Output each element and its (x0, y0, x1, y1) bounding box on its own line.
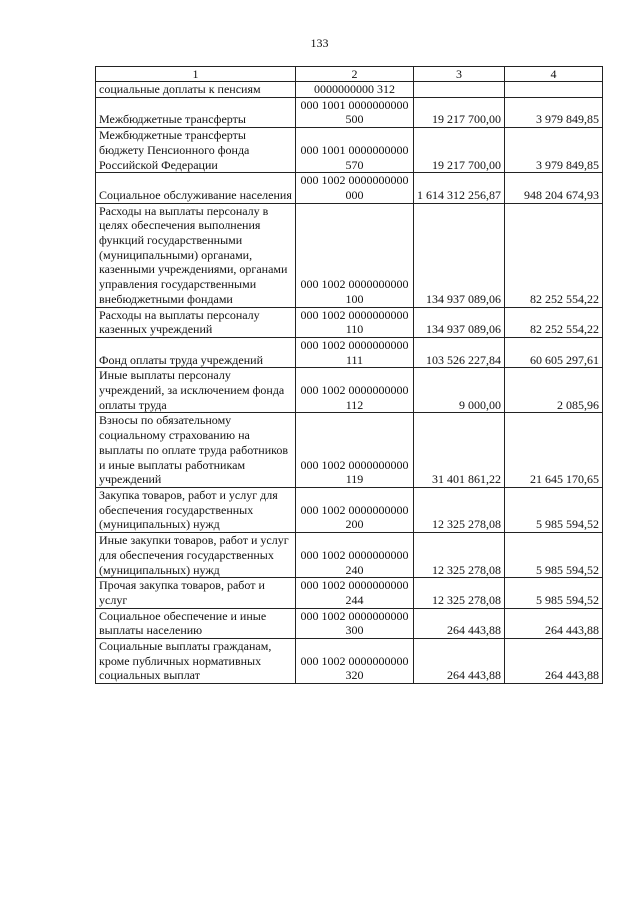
row-name: Иные выплаты персоналу учреждений, за исключением фонда оплаты труда (96, 368, 296, 413)
row-code: 000 1001 0000000000 570 (296, 128, 414, 173)
row-col4: 5 985 594,52 (505, 487, 603, 532)
row-code: 000 1002 0000000000 300 (296, 608, 414, 638)
row-code: 000 1001 0000000000 500 (296, 97, 414, 127)
table-row (96, 128, 603, 173)
row-col4: 5 985 594,52 (505, 578, 603, 608)
table-header-row (96, 67, 603, 82)
row-col3: 103 526 227,84 (414, 337, 505, 367)
table-row (96, 413, 603, 488)
row-col3: 19 217 700,00 (414, 97, 505, 127)
row-code: 000 1002 0000000000 112 (296, 368, 414, 413)
row-code: 000 1002 0000000000 200 (296, 487, 414, 532)
header-col-1: 1 (96, 67, 296, 82)
row-code: 000 1002 0000000000 100 (296, 203, 414, 307)
row-name: Фонд оплаты труда учреждений (96, 337, 296, 367)
row-col3 (414, 82, 505, 98)
header-col-2: 2 (296, 67, 414, 82)
row-col4: 3 979 849,85 (505, 128, 603, 173)
row-col4: 21 645 170,65 (505, 413, 603, 488)
row-name: Иные закупки товаров, работ и услуг для обеспечения государственных (муниципальных) нужд (96, 533, 296, 578)
row-col4: 82 252 554,22 (505, 307, 603, 337)
row-col4: 82 252 554,22 (505, 203, 603, 307)
row-col3: 12 325 278,08 (414, 533, 505, 578)
budget-table (95, 66, 603, 684)
row-code: 0000000000 312 (296, 82, 414, 98)
row-col4: 948 204 674,93 (505, 173, 603, 203)
table-row (96, 82, 603, 98)
row-col3: 1 614 312 256,87 (414, 173, 505, 203)
row-code: 000 1002 0000000000 000 (296, 173, 414, 203)
row-col4: 2 085,96 (505, 368, 603, 413)
table-row (96, 639, 603, 684)
row-name (96, 82, 296, 98)
row-col3: 264 443,88 (414, 639, 505, 684)
header-col-4: 4 (505, 67, 603, 82)
table-row (96, 307, 603, 337)
header-col-3: 3 (414, 67, 505, 82)
row-code: 000 1002 0000000000 244 (296, 578, 414, 608)
row-code: 000 1002 0000000000 111 (296, 337, 414, 367)
row-code: 000 1002 0000000000 110 (296, 307, 414, 337)
row-col3: 134 937 089,06 (414, 203, 505, 307)
row-col4: 264 443,88 (505, 608, 603, 638)
row-code: 000 1002 0000000000 320 (296, 639, 414, 684)
row-name (96, 97, 296, 127)
row-name: Социальные выплаты гражданам, кроме публичных нормативных социальных выплат (96, 639, 296, 684)
row-col4: 3 979 849,85 (505, 97, 603, 127)
row-name: Социальное обеспечение и иные выплаты населению (96, 608, 296, 638)
row-col4: 5 985 594,52 (505, 533, 603, 578)
row-col4 (505, 82, 603, 98)
row-code: 000 1002 0000000000 240 (296, 533, 414, 578)
table-row (96, 487, 603, 532)
row-name-text: социальные доплаты к пенсиям (99, 82, 261, 96)
table-row (96, 533, 603, 578)
table-row (96, 203, 603, 307)
row-col4: 60 605 297,61 (505, 337, 603, 367)
table-row (96, 368, 603, 413)
row-name-text: Межбюджетные трансферты (99, 112, 246, 127)
row-name: Социальное обслуживание населения (96, 173, 296, 203)
table-row (96, 337, 603, 367)
row-name: Прочая закупка товаров, работ и услуг (96, 578, 296, 608)
row-code: 000 1002 0000000000 119 (296, 413, 414, 488)
row-col3: 12 325 278,08 (414, 578, 505, 608)
row-name: Межбюджетные трансферты бюджету Пенсионного фонда Российской Федерации (96, 128, 296, 173)
row-col3: 12 325 278,08 (414, 487, 505, 532)
row-col3: 9 000,00 (414, 368, 505, 413)
row-col3: 19 217 700,00 (414, 128, 505, 173)
table-row (96, 97, 603, 127)
row-name: Расходы на выплаты персоналу казенных учреждений (96, 307, 296, 337)
table-row (96, 608, 603, 638)
row-col3: 134 937 089,06 (414, 307, 505, 337)
row-col4: 264 443,88 (505, 639, 603, 684)
table-row (96, 578, 603, 608)
row-name: Закупка товаров, работ и услуг для обеспечения государственных (муниципальных) нужд (96, 487, 296, 532)
page-number: 133 (310, 36, 329, 50)
row-name: Взносы по обязательному социальному страхованию на выплаты по оплате труда работников и иные выплаты работникам учреждений (96, 413, 296, 488)
row-col3: 31 401 861,22 (414, 413, 505, 488)
row-col3: 264 443,88 (414, 608, 505, 638)
table-row (96, 173, 603, 203)
row-name: Расходы на выплаты персоналу в целях обеспечения выполнения функций государственными (муниципальными) органами, казенными учреждениями, органами управления государственными внебюджетными фондами (96, 203, 296, 307)
